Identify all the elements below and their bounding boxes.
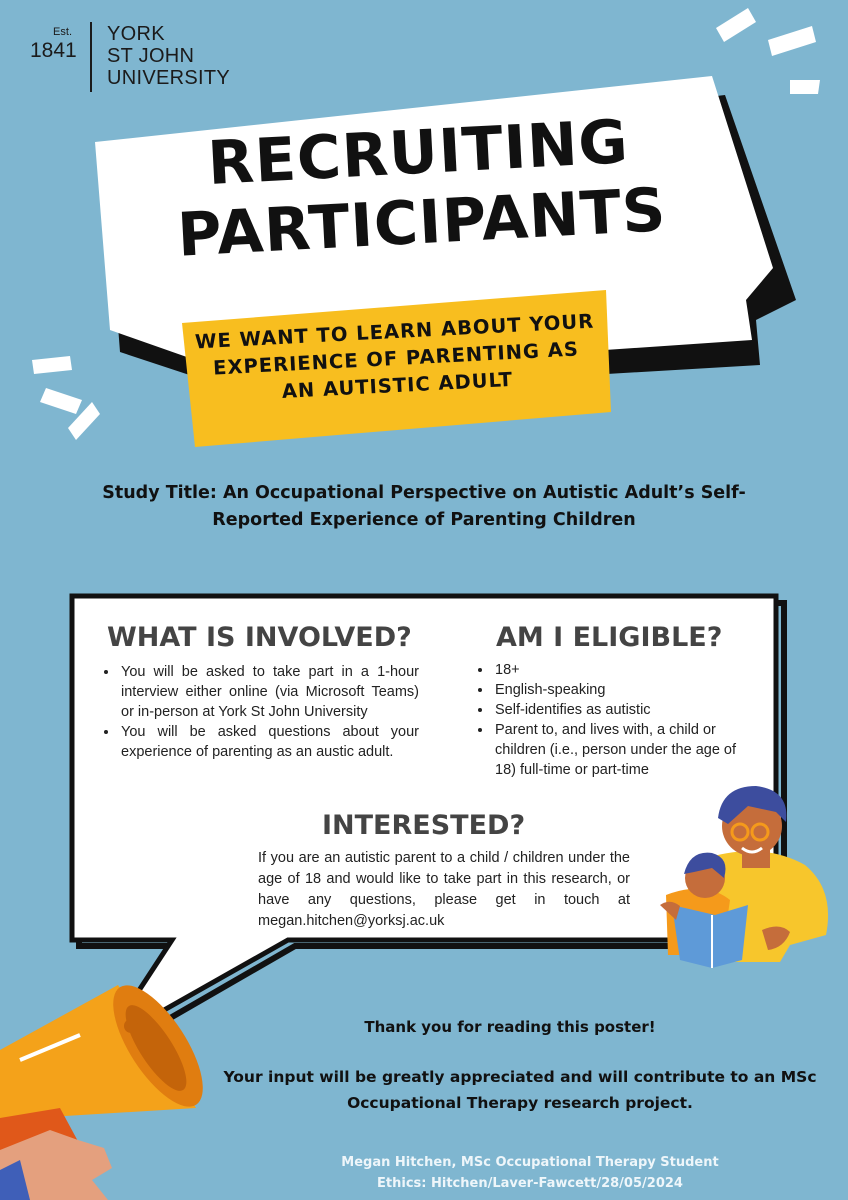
eligible-heading: AM I ELIGIBLE? <box>496 622 723 653</box>
headline <box>137 103 704 272</box>
list-item: • 18+ <box>493 660 743 680</box>
book <box>672 905 748 968</box>
list-item: • You will be asked to take part in a 1-hour interview either online (via Microsoft Teams) or in-person at York St John University <box>119 662 419 722</box>
sparkle-stroke-left-2 <box>40 388 82 414</box>
author-credit: Megan Hitchen, MSc Occupational Therapy Student <box>341 1155 719 1170</box>
university-logo <box>107 23 230 89</box>
input-note: Your input will be greatly appreciated and will contribute to an MSc Occupational Therapy research project. <box>223 1068 817 1112</box>
sparkle-stroke-top-left <box>716 8 756 42</box>
eligible-list <box>476 660 743 780</box>
sparkle-stroke-left-1 <box>32 356 72 374</box>
involved-heading: WHAT IS INVOLVED? <box>107 622 412 653</box>
list-item: • Parent to, and lives with, a child or children (i.e., person under the age of 18) full-time or part-time <box>493 720 743 780</box>
logo-name-line: ST JOHN <box>107 45 195 67</box>
sparkle-stroke-right <box>790 80 820 94</box>
logo-est-year: 1841 <box>30 39 77 62</box>
list-item: • Self-identifies as autistic <box>493 700 743 720</box>
sparkle-stroke-top-right <box>768 26 816 56</box>
logo-est-label: Est. <box>53 26 72 38</box>
ethics-reference: Ethics: Hitchen/Laver-Fawcett/28/05/2024 <box>377 1176 683 1191</box>
thank-you-message: Thank you for reading this poster! <box>364 1018 656 1036</box>
involved-list <box>102 662 419 762</box>
logo-name-line: YORK <box>107 23 165 45</box>
interested-heading: INTERESTED? <box>322 810 526 841</box>
logo-divider <box>90 22 92 92</box>
headline-line-1: RECRUITING <box>206 107 631 200</box>
logo-name-line: UNIVERSITY <box>107 67 231 89</box>
credits <box>300 1152 760 1194</box>
logo-established <box>30 26 77 63</box>
megaphone-dot <box>124 1019 138 1033</box>
list-item: • English-speaking <box>493 680 743 700</box>
headline-line-2: PARTICIPANTS <box>175 175 668 271</box>
interested-body: If you are an autistic parent to a child / children under the age of 18 and would like to take part in this research, or have any questions, please get in touch at megan.hitchen@yorksj.ac.uk <box>258 850 630 929</box>
study-title: Study Title: An Occupational Perspective on Autistic Adult’s Self-Reported Experience of Parenting Children <box>102 483 746 530</box>
list-item: • You will be asked questions about your experience of parenting as an austic adult. <box>119 722 419 762</box>
subheading: WE WANT TO LEARN ABOUT YOUR EXPERIENCE OF PARENTING AS AN AUTISTIC ADULT <box>194 309 595 404</box>
